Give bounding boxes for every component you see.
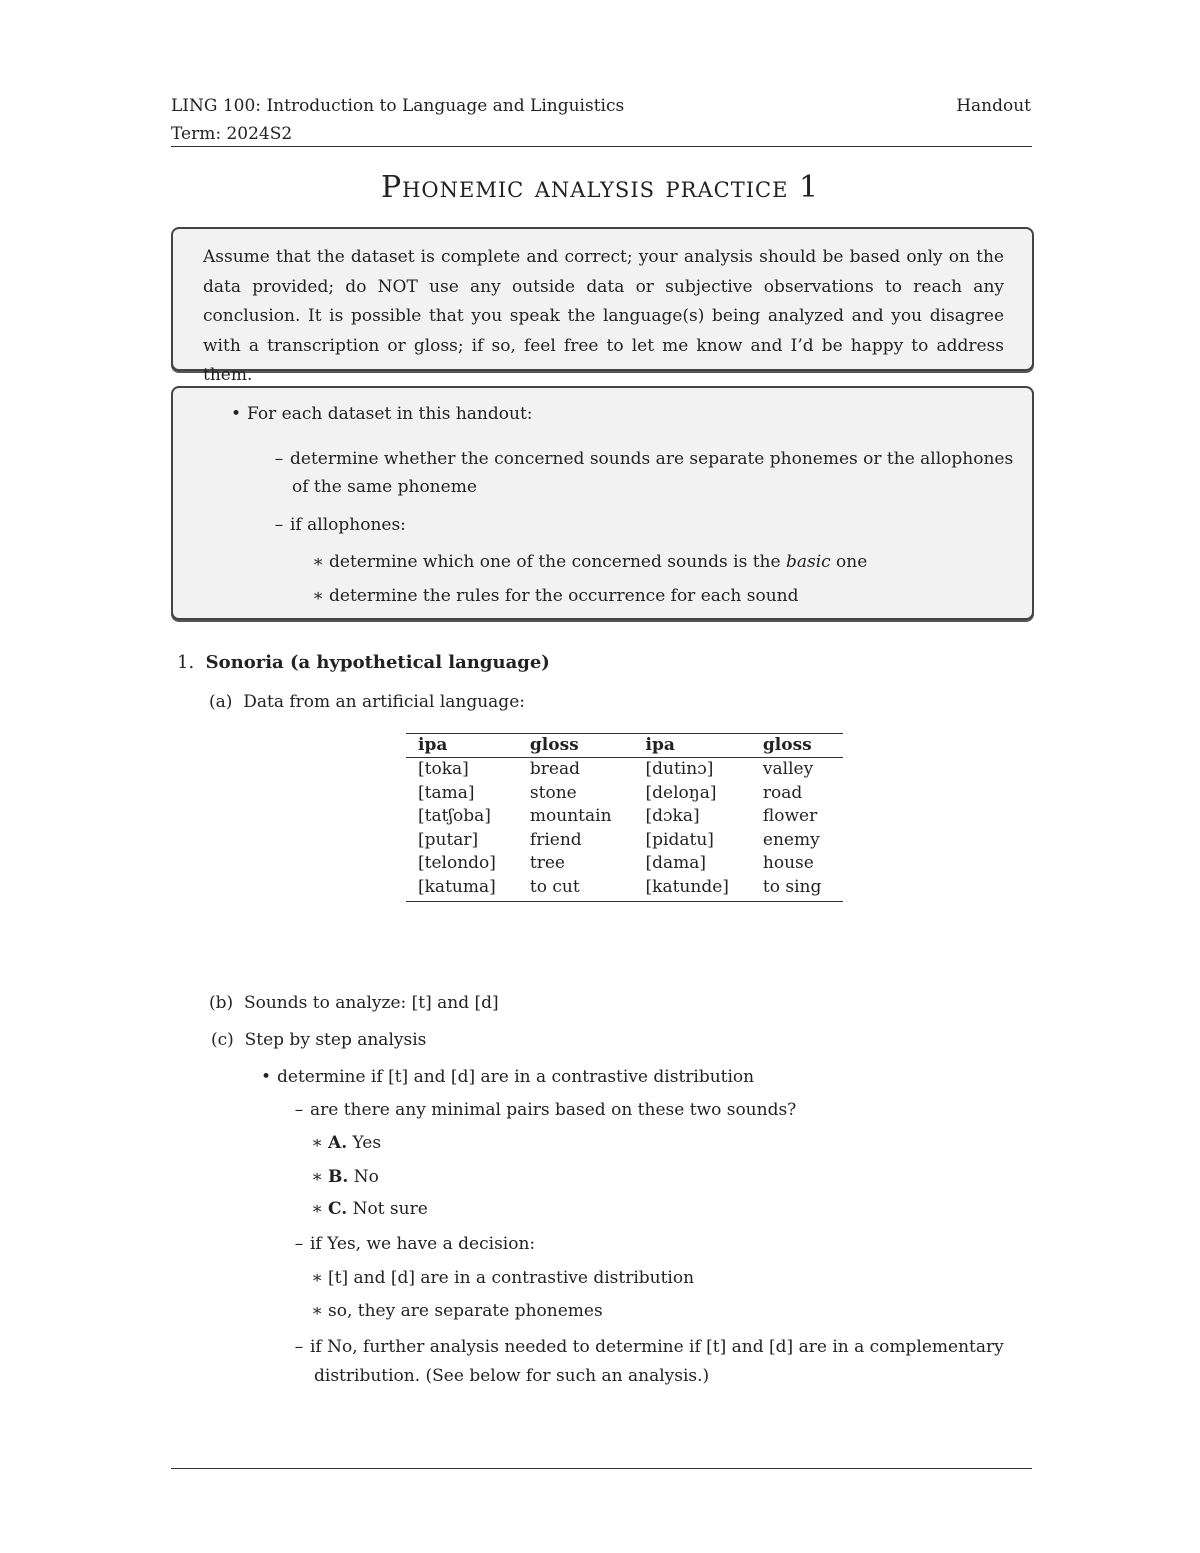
table-cell: [katunde] [634,876,751,902]
table-cell: to cut [518,876,634,902]
table-cell: [telondo] [418,853,496,873]
table-cell: [dɔka] [645,806,700,826]
option-a: ∗ A. Yes [306,1131,381,1155]
task-subsubitem-1: ∗ determine which one of the concerned sounds is the basic one [307,550,867,574]
table-cell: road [762,782,803,803]
data-table [406,733,843,902]
table-cell: [tatʃoba] [418,806,491,826]
table-cell: [pidatu] [645,829,714,850]
table-cell: house [762,853,814,873]
step-1: • determine if [t] and [d] are in a contrastive distribution [255,1065,754,1089]
star-icon: ∗ [312,586,324,606]
if-no: – if No, further analysis needed to determine if [t] and [d] are in a complementary [288,1335,1004,1359]
note-text: Assume that the dataset is complete and correct; your analysis should be based only on the data provided; do NOT use any outside data or subjective observations to reach any conclusion. It is possible that you speak the language(s) being analyzed and you disagree with a transcription or gloss; if so, feel free to let me know and I’d be happy to address them. [203,247,1004,385]
dash-icon: – [294,1100,304,1120]
yes-conclusion-2: ∗ so, they are separate phonemes [306,1299,603,1323]
table-row [406,829,843,853]
yes-conclusion-1: ∗ [t] and [d] are in a contrastive distribution [306,1266,694,1290]
dash-icon: – [274,449,284,469]
subsection-a: (a) Data from an artificial language: [209,692,525,712]
table-row [406,758,843,782]
page-title: Phonemic analysis practice 1 [380,170,820,205]
table-cell: to sing [751,876,843,902]
table-row [406,852,843,876]
table-header-row [406,734,843,758]
table-cell: valley [762,759,814,779]
table-row [406,782,843,806]
course-title: LING 100: Introduction to Language and Linguistics [171,96,625,116]
header-rule [171,146,1032,147]
note-box [171,227,1034,385]
table-cell: [katuma] [406,876,518,902]
question-1: – are there any minimal pairs based on these two sounds? [288,1098,796,1122]
star-icon: ∗ [311,1133,323,1153]
table-cell: enemy [762,829,820,850]
column-header: gloss [518,734,634,758]
task-subitem-1: – determine whether the concerned sounds are separate phonemes or the allophones [268,447,1013,471]
header-course-info [171,92,624,148]
table-cell: bread [529,759,580,779]
if-yes: – if Yes, we have a decision: [288,1232,535,1256]
column-header: ipa [634,734,751,758]
task-subsubitem-2: ∗ determine the rules for the occurrence for each sound [307,584,799,608]
table-cell: tree [529,853,565,873]
task-box [171,386,1034,620]
table-row [406,805,843,829]
table-cell: [tama] [418,782,475,803]
star-icon: ∗ [311,1167,323,1187]
subsection-c: (c) Step by step analysis [211,1030,427,1050]
option-c: ∗ C. Not sure [306,1197,428,1221]
task-item: • For each dataset in this handout: [225,402,533,426]
table-cell: stone [529,782,577,803]
table-cell: mountain [529,806,612,826]
column-header: gloss [751,734,843,758]
table-cell: [dutinɔ] [645,759,714,779]
dash-icon: – [294,1337,304,1357]
task-subitem-1-cont: of the same phoneme [292,477,477,497]
table-cell: [deloŋa] [645,782,717,803]
bullet-icon: • [260,1067,272,1087]
footer-rule [171,1468,1032,1469]
column-header: ipa [406,734,518,758]
bullet-icon: • [230,404,242,424]
if-no-cont: distribution. (See below for such an analysis.) [314,1366,710,1386]
section-heading: 1. Sonoria (a hypothetical language) [177,652,550,673]
dash-icon: – [274,515,284,535]
star-icon: ∗ [311,1199,323,1219]
star-icon: ∗ [311,1268,323,1288]
subsection-b: (b) Sounds to analyze: [t] and [d] [209,993,499,1013]
option-b: ∗ B. No [306,1165,379,1189]
table-cell: [dama] [645,853,707,873]
term-label: Term: 2024S2 [171,124,293,144]
star-icon: ∗ [311,1301,323,1321]
task-subitem-2: – if allophones: [268,513,406,537]
dash-icon: – [294,1234,304,1254]
table-cell: friend [529,829,582,850]
table-cell: [toka] [418,759,469,779]
doc-type-label: Handout [956,96,1031,116]
table-row [406,876,843,902]
table-cell: flower [762,806,818,826]
star-icon: ∗ [312,552,324,572]
table-cell: [putar] [418,829,479,850]
